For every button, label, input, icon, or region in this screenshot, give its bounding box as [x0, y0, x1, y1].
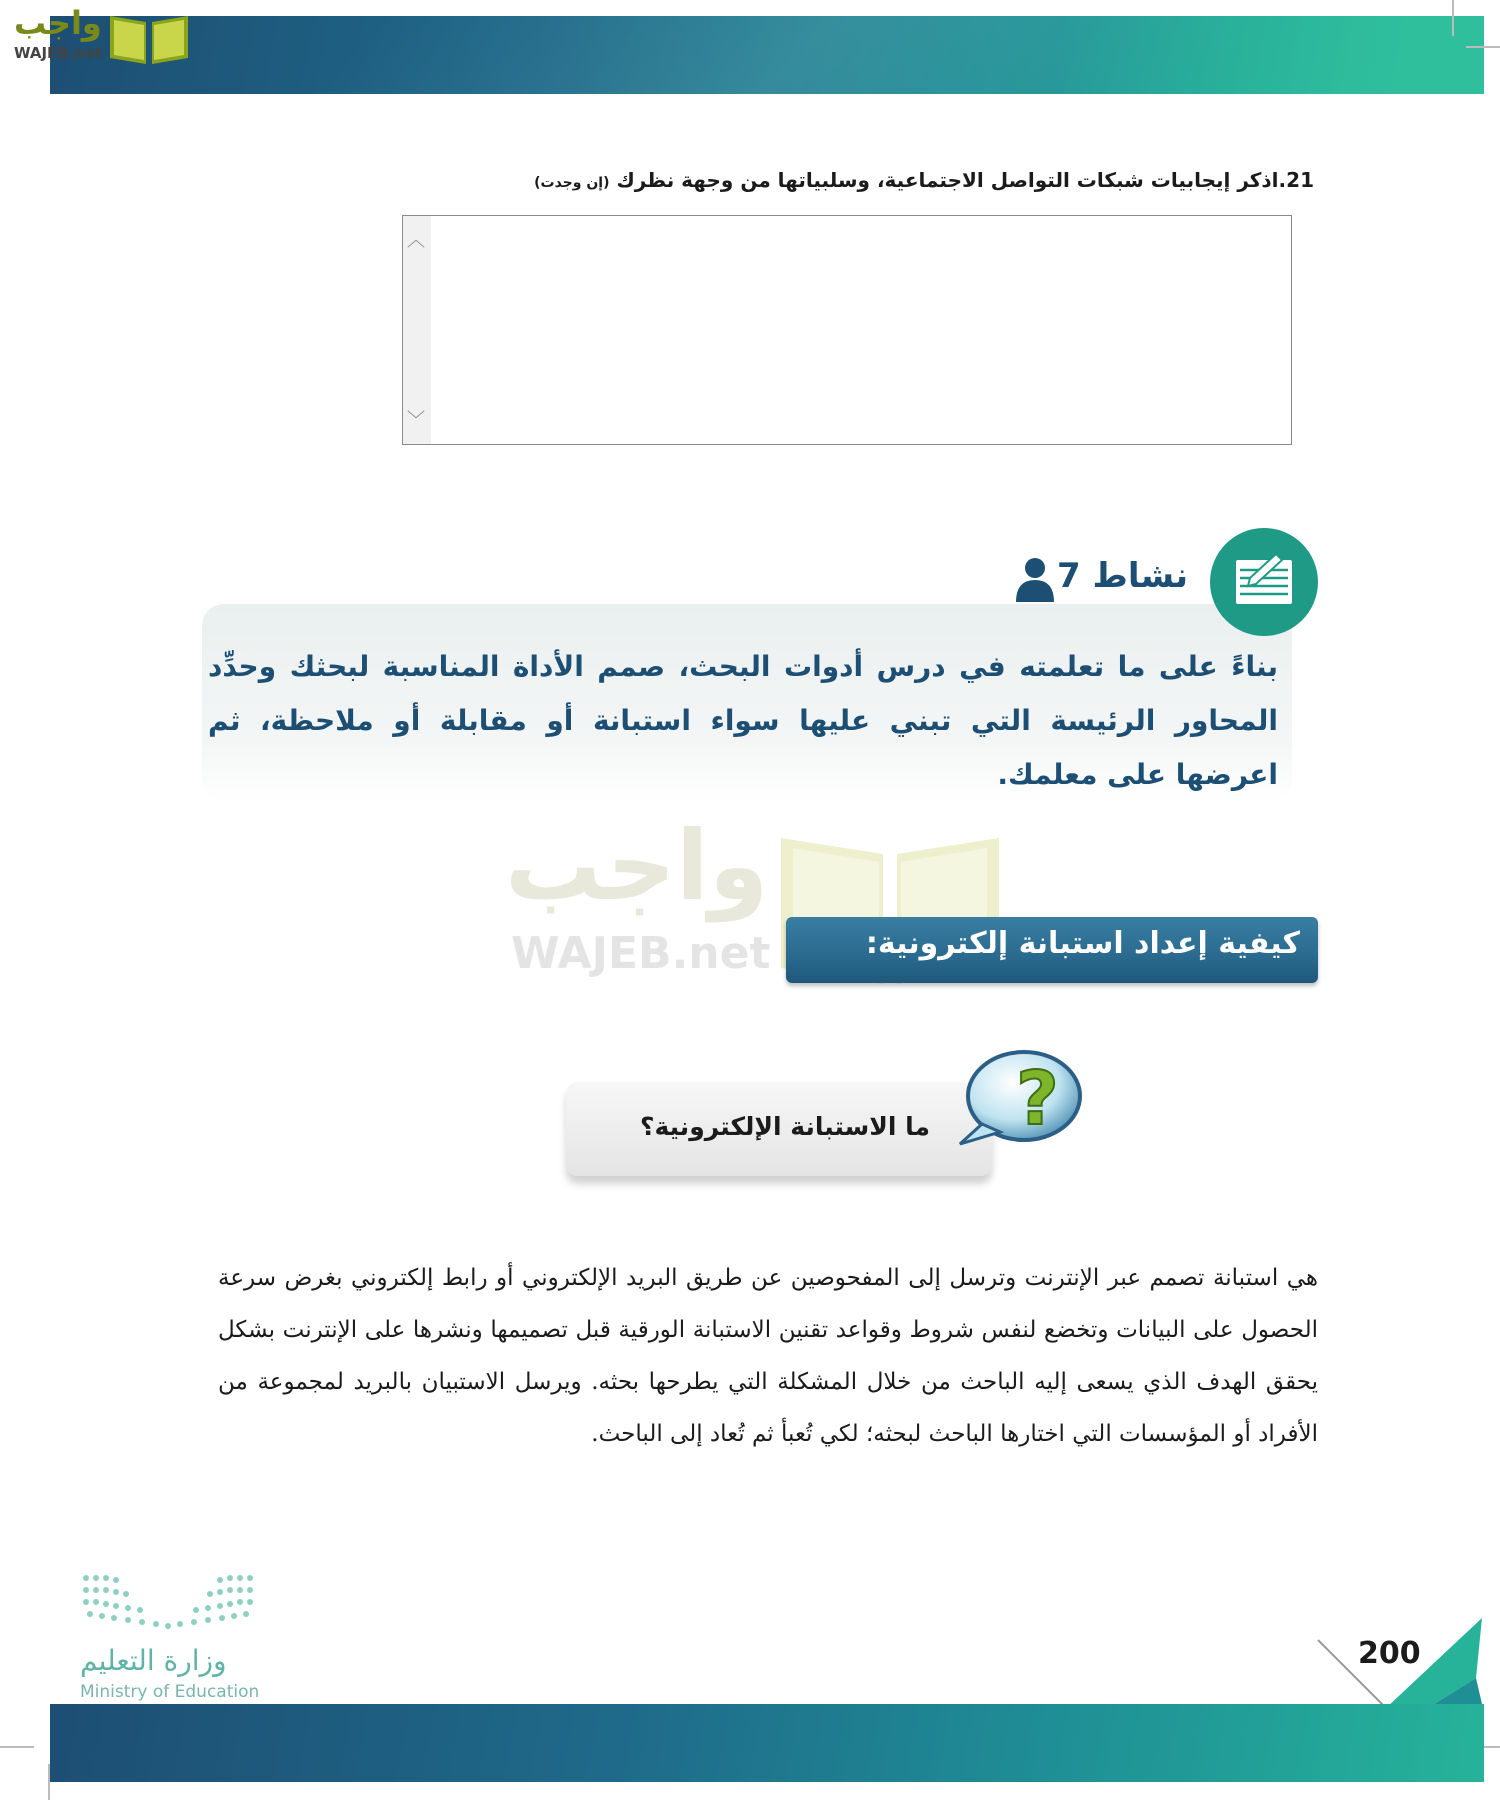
activity-icon [1210, 528, 1318, 636]
section-header: كيفية إعداد استبانة إلكترونية: [865, 926, 1300, 961]
wajeb-logo[interactable] [8, 4, 193, 68]
answer-textbox[interactable] [402, 215, 1292, 445]
question-21 [414, 168, 1314, 192]
activity-title-word: نشاط [1092, 556, 1188, 596]
person-icon [1014, 556, 1056, 602]
book-icon [106, 8, 192, 66]
page-number: 200 [1358, 1636, 1421, 1671]
svg-text:?: ? [1016, 1056, 1059, 1142]
question-bubble-icon [958, 1040, 1084, 1150]
question-note: (إن وجدت) [534, 175, 610, 191]
crop-mark [0, 1746, 34, 1748]
ministry-english: Ministry of Education [80, 1682, 260, 1702]
activity-text: بناءً على ما تعلمته في درس أدوات البحث، صمم الأداة المناسبة لبحثك وحدِّد المحاور الرئيسة التي تبني عليها سواء استبانة أو مقابلة أو ملاحظة، ثم اعرضها على معلمك. [208, 650, 1278, 791]
scroll-down-icon[interactable]: ﹀ [407, 410, 425, 431]
question-card-text: ما الاستبانة الإلكترونية؟ [639, 1112, 930, 1141]
logo-arabic: واجب [14, 4, 102, 42]
ministry-arabic: وزارة التعليم [80, 1644, 227, 1677]
answer-scrollbar[interactable] [403, 216, 431, 444]
ministry-logo-icon [80, 1572, 256, 1634]
top-banner [50, 16, 1484, 94]
watermark-english: WAJEB.net [511, 928, 771, 979]
body-paragraph: هي استبانة تصمم عبر الإنترنت وترسل إلى المفحوصين عن طريق البريد الإلكتروني أو رابط إلكتروني بغرض سرعة الحصول على البيانات وتخضع لنفس شروط وقواعد تقنين الاستبانة الورقية قبل تصميمها ونشرها على الإنترنت بشكل يحقق الهدف الذي يسعى إليه الباحث من خلال المشكلة التي يطرحها بحثه. ويرسل الاستبيان بالبريد لمجموعة من الأفراد أو المؤسسات التي اختارها الباحث لبحثه؛ لكي تُعبأ ثم تُعاد إلى الباحث. [218, 1265, 1318, 1447]
activity-number: 7 [1057, 556, 1081, 596]
activity-title [1057, 556, 1188, 596]
question-number: 21. [1278, 168, 1314, 192]
question-text: اذكر إيجابيات شبكات التواصل الاجتماعية، وسلبياتها من وجهة نظرك [616, 168, 1279, 192]
bottom-banner [50, 1704, 1484, 1782]
watermark-arabic: واجب [505, 810, 769, 922]
notebook-pen-icon [1210, 528, 1318, 636]
crop-mark [1452, 0, 1454, 36]
logo-english: WAJEB.net [14, 44, 103, 62]
scroll-up-icon[interactable]: ︿ [407, 230, 425, 251]
crop-mark [1466, 46, 1500, 48]
